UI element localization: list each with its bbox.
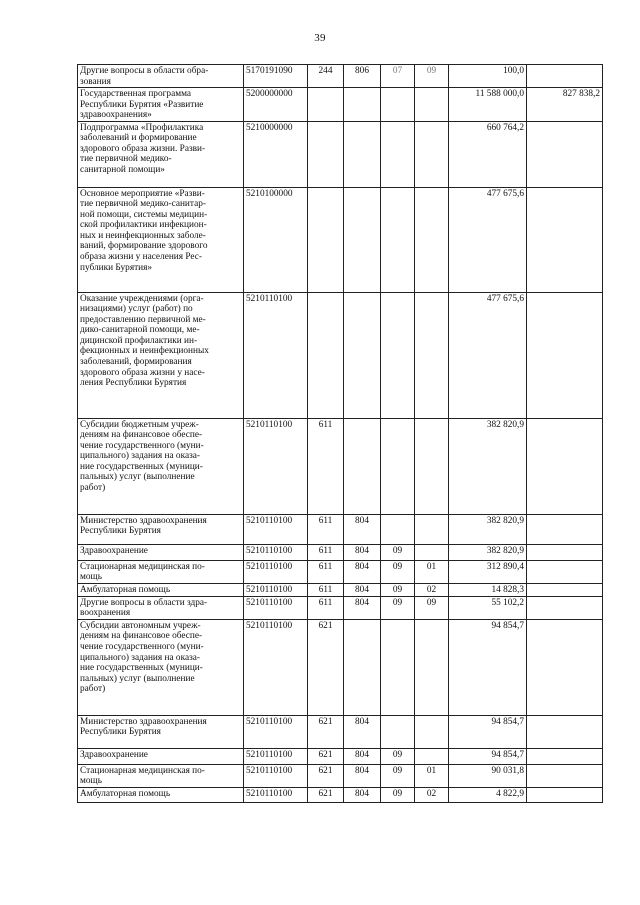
expense-type-cell: 611 (308, 560, 344, 583)
section-code-cell (381, 121, 415, 187)
item-name-cell: Другие вопросы в области здра- воохранения (78, 596, 244, 619)
subsection-code-cell: 02 (415, 788, 449, 803)
subsection-code-cell (415, 619, 449, 715)
table-row (78, 560, 603, 583)
table-row (78, 583, 603, 596)
item-name-cell: Здравоохранение (78, 748, 244, 764)
table-row (78, 65, 603, 88)
expense-type-cell: 611 (308, 583, 344, 596)
budget-table-body (78, 65, 603, 803)
subsection-code-cell (415, 748, 449, 764)
amount-cell: 55 102,2 (449, 596, 527, 619)
subsection-code-cell (415, 292, 449, 418)
program-code-cell: 5210110100 (244, 764, 308, 787)
section-code-cell: 09 (381, 788, 415, 803)
table-row (78, 292, 603, 418)
administrator-code-cell: 804 (344, 715, 381, 748)
amount-cell: 11 588 000,0 (449, 88, 527, 122)
amount-cell: 14 828,3 (449, 583, 527, 596)
amount-cell: 90 031,8 (449, 764, 527, 787)
administrator-code-cell (344, 88, 381, 122)
program-code-cell: 5200000000 (244, 88, 308, 122)
administrator-code-cell: 806 (344, 65, 381, 88)
table-row (78, 544, 603, 560)
item-name-cell: Стационарная медицинская по- мощь (78, 560, 244, 583)
program-code-cell: 5210110100 (244, 292, 308, 418)
amount-extra-cell (527, 418, 603, 514)
amount-extra-cell (527, 715, 603, 748)
amount-extra-cell (527, 187, 603, 292)
amount-extra-cell: 827 838,2 (527, 88, 603, 122)
section-code-cell (381, 619, 415, 715)
item-name-cell: Стационарная медицинская по- мощь (78, 764, 244, 787)
subsection-code-cell (415, 88, 449, 122)
administrator-code-cell: 804 (344, 544, 381, 560)
administrator-code-cell: 804 (344, 764, 381, 787)
program-code-cell: 5210110100 (244, 560, 308, 583)
section-code-cell: 09 (381, 560, 415, 583)
subsection-code-cell (415, 514, 449, 544)
table-row (78, 88, 603, 122)
section-code-cell (381, 514, 415, 544)
subsection-code-cell (415, 121, 449, 187)
item-name-cell: Амбулаторная помощь (78, 583, 244, 596)
program-code-cell: 5210110100 (244, 583, 308, 596)
table-row (78, 187, 603, 292)
amount-cell: 382 820,9 (449, 544, 527, 560)
budget-table (77, 64, 603, 803)
expense-type-cell: 244 (308, 65, 344, 88)
subsection-code-cell (415, 418, 449, 514)
program-code-cell: 5210110100 (244, 596, 308, 619)
subsection-code-cell (415, 544, 449, 560)
amount-cell: 477 675,6 (449, 292, 527, 418)
section-code-cell (381, 88, 415, 122)
expense-type-cell: 611 (308, 418, 344, 514)
expense-type-cell: 621 (308, 715, 344, 748)
amount-extra-cell (527, 544, 603, 560)
table-row (78, 788, 603, 803)
amount-cell: 100,0 (449, 65, 527, 88)
administrator-code-cell (344, 418, 381, 514)
expense-type-cell (308, 88, 344, 122)
item-name-cell: Амбулаторная помощь (78, 788, 244, 803)
table-row (78, 121, 603, 187)
page-number: 39 (314, 32, 326, 44)
expense-type-cell (308, 292, 344, 418)
item-name-cell: Субсидии автономным учреж- дениям на финансовое обеспе- чение государственного (муни- ципального) задания на оказа- ние государственных (муници- пальных) услуг (выполнение работ) (78, 619, 244, 715)
item-name-cell: Министерство здравоохранения Республики Бурятия (78, 514, 244, 544)
amount-extra-cell (527, 748, 603, 764)
program-code-cell: 5210000000 (244, 121, 308, 187)
item-name-cell: Государственная программа Республики Бурятия «Развитие здравоохранения» (78, 88, 244, 122)
item-name-cell: Министерство здравоохранения Республики Бурятия (78, 715, 244, 748)
administrator-code-cell (344, 619, 381, 715)
subsection-code-cell: 09 (415, 65, 449, 88)
section-code-cell (381, 292, 415, 418)
program-code-cell: 5210110100 (244, 788, 308, 803)
program-code-cell: 5210100000 (244, 187, 308, 292)
administrator-code-cell (344, 292, 381, 418)
item-name-cell: Оказание учреждениями (орга- низациями) услуг (работ) по предоставлению первичной ме- дико-санитарной помощи, ме- дицинской профилактики ин- фекционных и неинфекционных заболеваний, формирования здорового образа жизни у насе- ления Республики Бурятия (78, 292, 244, 418)
amount-extra-cell (527, 596, 603, 619)
amount-extra-cell (527, 583, 603, 596)
amount-extra-cell (527, 514, 603, 544)
program-code-cell: 5210110100 (244, 418, 308, 514)
amount-extra-cell (527, 619, 603, 715)
program-code-cell: 5210110100 (244, 748, 308, 764)
expense-type-cell (308, 121, 344, 187)
amount-cell: 94 854,7 (449, 748, 527, 764)
expense-type-cell (308, 187, 344, 292)
amount-cell: 382 820,9 (449, 418, 527, 514)
program-code-cell: 5210110100 (244, 514, 308, 544)
table-row (78, 764, 603, 787)
table-row (78, 715, 603, 748)
amount-extra-cell (527, 65, 603, 88)
administrator-code-cell: 804 (344, 560, 381, 583)
administrator-code-cell: 804 (344, 583, 381, 596)
administrator-code-cell (344, 121, 381, 187)
expense-type-cell: 611 (308, 514, 344, 544)
program-code-cell: 5210110100 (244, 715, 308, 748)
section-code-cell: 09 (381, 748, 415, 764)
item-name-cell: Другие вопросы в области обра- зования (78, 65, 244, 88)
amount-extra-cell (527, 121, 603, 187)
subsection-code-cell: 09 (415, 596, 449, 619)
section-code-cell: 07 (381, 65, 415, 88)
amount-extra-cell (527, 764, 603, 787)
amount-cell: 312 890,4 (449, 560, 527, 583)
amount-cell: 660 764,2 (449, 121, 527, 187)
amount-cell: 382 820,9 (449, 514, 527, 544)
amount-extra-cell (527, 292, 603, 418)
section-code-cell: 09 (381, 596, 415, 619)
section-code-cell: 09 (381, 544, 415, 560)
program-code-cell: 5210110100 (244, 619, 308, 715)
amount-cell: 94 854,7 (449, 619, 527, 715)
table-row (78, 619, 603, 715)
administrator-code-cell: 804 (344, 596, 381, 619)
expense-type-cell: 621 (308, 764, 344, 787)
subsection-code-cell (415, 715, 449, 748)
amount-cell: 94 854,7 (449, 715, 527, 748)
amount-extra-cell (527, 788, 603, 803)
amount-cell: 477 675,6 (449, 187, 527, 292)
section-code-cell (381, 715, 415, 748)
expense-type-cell: 621 (308, 748, 344, 764)
item-name-cell: Подпрограмма «Профилактика заболеваний и формирование здорового образа жизни. Разви- тие первичной медико- санитарной помощи» (78, 121, 244, 187)
expense-type-cell: 611 (308, 544, 344, 560)
section-code-cell: 09 (381, 764, 415, 787)
expense-type-cell: 611 (308, 596, 344, 619)
administrator-code-cell (344, 187, 381, 292)
table-row (78, 748, 603, 764)
section-code-cell (381, 418, 415, 514)
table-row (78, 596, 603, 619)
item-name-cell: Здравоохранение (78, 544, 244, 560)
administrator-code-cell: 804 (344, 514, 381, 544)
section-code-cell: 09 (381, 583, 415, 596)
table-row (78, 418, 603, 514)
subsection-code-cell: 02 (415, 583, 449, 596)
subsection-code-cell (415, 187, 449, 292)
amount-extra-cell (527, 560, 603, 583)
subsection-code-cell: 01 (415, 560, 449, 583)
expense-type-cell: 621 (308, 788, 344, 803)
expense-type-cell: 621 (308, 619, 344, 715)
administrator-code-cell: 804 (344, 748, 381, 764)
amount-cell: 4 822,9 (449, 788, 527, 803)
program-code-cell: 5210110100 (244, 544, 308, 560)
program-code-cell: 5170191090 (244, 65, 308, 88)
table-row (78, 514, 603, 544)
section-code-cell (381, 187, 415, 292)
item-name-cell: Основное мероприятие «Разви- тие первичной медико-санитар- ной помощи, системы медицин- ской профилактики инфекцион- ных и неинфекционных заболе- ваний, формирование здорового образа жизни у населения Рес- публики Бурятия» (78, 187, 244, 292)
administrator-code-cell: 804 (344, 788, 381, 803)
subsection-code-cell: 01 (415, 764, 449, 787)
item-name-cell: Субсидии бюджетным учреж- дениям на финансовое обеспе- чение государственного (муни- ципального) задания на оказа- ние государственных (муници- пальных) услуг (выполнение работ) (78, 418, 244, 514)
